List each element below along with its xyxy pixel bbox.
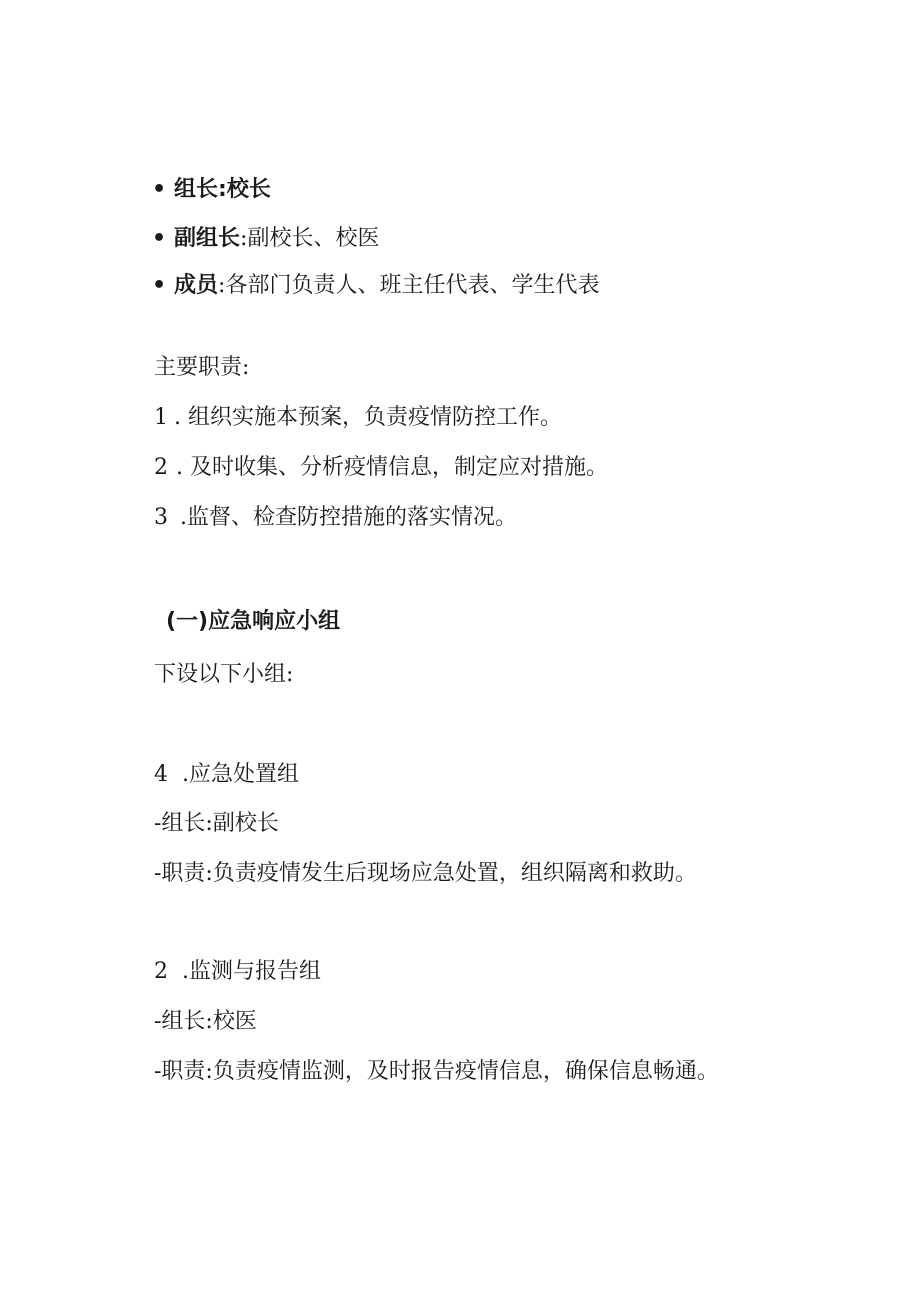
leader-item: [152, 175, 271, 205]
vice-leader-role: 副组长: [174, 226, 241, 251]
bullet-icon: •: [152, 273, 167, 298]
duty-number: 2: [154, 455, 168, 480]
duty-item: [154, 403, 562, 433]
group-duty: -职责:负责疫情监测，及时报告疫情信息，确保信息畅通。: [154, 1059, 719, 1084]
members-value: 各部门负责人、班主任代表、学生代表: [225, 273, 600, 298]
duty-text: . 组织实施本预案，负责疫情防控工作。: [174, 405, 562, 430]
group-title: [154, 957, 321, 987]
group-number: 2: [154, 959, 168, 984]
vice-leader-value: 副校长、校医: [247, 226, 380, 251]
group-duty: -职责:负责疫情发生后现场应急处置，组织隔离和救助。: [154, 861, 697, 886]
leader-role: 组长: [174, 177, 219, 202]
duties-title: 主要职责:: [154, 355, 250, 380]
group-number: 4: [154, 762, 168, 787]
section-intro: 下设以下小组:: [154, 662, 294, 687]
duty-item: [154, 453, 608, 483]
members-item: [152, 271, 599, 301]
group-leader: -组长:校医: [154, 1009, 257, 1034]
group-leader: -组长:副校长: [154, 811, 279, 836]
members-sep: :: [218, 273, 226, 298]
leader-sep: :: [218, 177, 227, 202]
duty-text: . 及时收集、分析疫情信息，制定应对措施。: [176, 455, 608, 480]
duty-item: [154, 503, 517, 533]
group-name: .监测与报告组: [182, 959, 321, 984]
group-title: [154, 760, 299, 790]
section-heading: (一)应急响应小组: [166, 609, 341, 634]
bullet-icon: •: [152, 226, 167, 251]
vice-leader-item: [152, 224, 379, 254]
group-name: .应急处置组: [182, 762, 299, 787]
members-role: 成员: [174, 273, 219, 298]
duty-number: 1: [154, 405, 168, 430]
duty-text: .监督、检查防控措施的落实情况。: [180, 505, 517, 530]
duty-number: 3: [154, 505, 168, 530]
bullet-icon: •: [152, 177, 167, 202]
vice-leader-sep: :: [240, 226, 248, 251]
leader-value: 校长: [226, 177, 271, 202]
